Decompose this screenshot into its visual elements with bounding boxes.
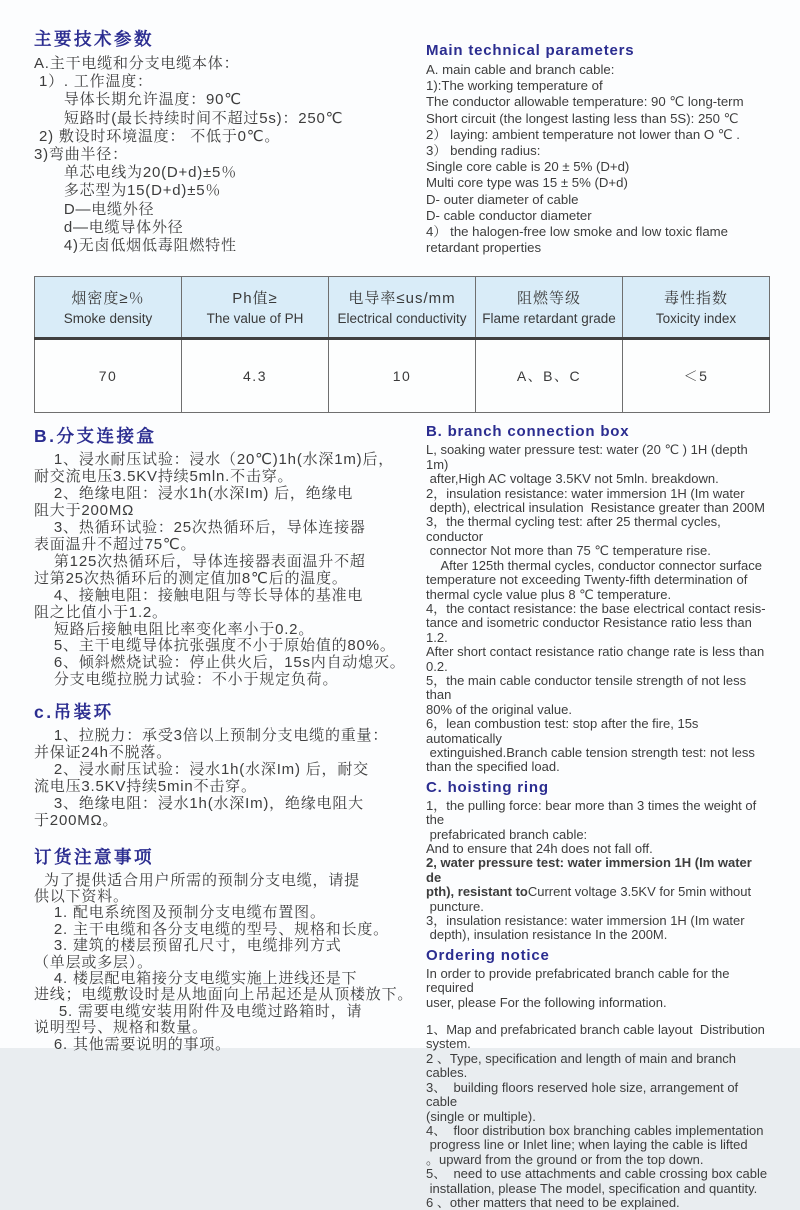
text-line: 6 、other matters that need to be explained. — [426, 1194, 680, 1210]
text-line: 2） laying: ambient temperature not lower than O ℃ . — [426, 126, 740, 142]
text-line: 5、 need to use attachments and cable crossing box cable — [426, 1166, 768, 1182]
table-header-electrical-conductivity-en: Electrical conductivity — [337, 311, 467, 327]
text-line: 5、主干电缆导体抗张强度不小于原始值的80%。 — [34, 637, 396, 655]
text-line: 5. 需要电缆安装用附件及电缆过路箱时，请 — [34, 1002, 363, 1020]
ordering-notice-en-list — [426, 1023, 770, 1210]
text-line: A. main cable and branch cable: — [426, 62, 615, 77]
lower-zh-column — [34, 423, 416, 1210]
parameters-table-header — [35, 277, 770, 339]
text-line: 1、Map and prefabricated branch cable layout Distribution system. — [426, 1022, 769, 1052]
branch-box-en-title: B. branch connection box — [426, 423, 630, 441]
text-line: 3、绝缘电阻：浸水1h(水深Im)，绝缘电阻大 — [34, 794, 364, 812]
text-line: 3、 building floors reserved hole size, arrangement of cable — [426, 1079, 742, 1110]
hoisting-ring-en-text — [426, 799, 770, 943]
parameters-table — [34, 276, 770, 413]
text-line: 4） the halogen-free low smoke and low toxic flame — [426, 224, 728, 240]
text-line: depth), insulation resistance In the 200M. — [426, 927, 668, 943]
text-line: 3)弯曲半径： — [34, 146, 128, 164]
text-line: than the specified load. — [426, 759, 560, 775]
text-line: progress line or Inlet line; when laying the cable is lifted — [426, 1137, 748, 1153]
table-header-toxicity-index — [623, 277, 770, 339]
table-header-electrical-conductivity-zh: 电导率≤us/mm — [348, 290, 456, 308]
text-line: （单层或多层）。 — [34, 953, 153, 971]
ordering-notice-en-title: Ordering notice — [426, 946, 550, 964]
text-line: 过第25次热循环后的测定值加8℃后的温度。 — [34, 569, 348, 587]
text-line: 4，the contact resistance: the base electrical contact resis- — [426, 600, 766, 616]
text-line: 4)无卤低烟低毒阻燃特性 — [34, 237, 237, 255]
text-line: d—电缆导体外径 — [34, 218, 184, 236]
text-line: 为了提供适合用户所需的预制分支电缆，请提 — [34, 871, 360, 889]
text-line: Short circuit (the longest lasting less than 5S): 250 ℃ — [426, 110, 739, 126]
text-line: 4、接触电阻：接触电阻与等长导体的基准电 — [34, 586, 364, 604]
table-header-flame-retardant-grade-en: Flame retardant grade — [482, 311, 616, 327]
text-line: 6，lean combustion test: stop after the fire, 15s automatically — [426, 716, 703, 746]
text-line: 6、倾斜燃烧试验：停止供火后，15s内自动熄灭。 — [34, 654, 406, 672]
text-line: 3） bending radius: — [426, 143, 541, 159]
table-header-row — [35, 277, 770, 339]
hoisting-ring-zh-title: c.吊装环 — [34, 702, 114, 723]
text-line: tance and isometric conductor Resistance ratio less than 1.2. — [426, 615, 756, 645]
ordering-notice-en-intro — [426, 967, 770, 1010]
text-line: 1. 配电系统图及预制分支电缆布置图。 — [34, 904, 326, 922]
text-line: 2、浸水耐压试验：浸水1h(水深Im) 后，耐交 — [34, 760, 369, 778]
table-header-ph-value — [182, 277, 329, 339]
text-line: 3，insulation resistance: water immersion 1H (Im water — [426, 913, 745, 929]
text-line: 进线；电缆敷设时是从地面向上吊起还是从顶楼放下。 — [34, 986, 414, 1004]
text-line: depth), electrical insulation Resistance greater than 200M — [426, 500, 765, 516]
branch-box-zh-text — [34, 452, 416, 689]
section-lower-columns — [34, 423, 770, 1210]
table-value-toxicity-index: ＜5 — [623, 339, 770, 413]
text-line: 短路后接触电阻比率变化率小于0.2。 — [34, 620, 315, 638]
table-header-electrical-conductivity — [329, 277, 476, 339]
text-line: extinguished.Branch cable tension strength test: not less — [426, 744, 755, 760]
table-header-smoke-density — [35, 277, 182, 339]
table-header-flame-retardant-grade-zh: 阻燃等级 — [516, 290, 581, 308]
parameters-table-body — [35, 339, 770, 413]
text-line: 说明型号、规格和数量。 — [34, 1019, 208, 1037]
text-line: Single core cable is 20 ± 5% (D+d) — [426, 159, 630, 175]
table-header-flame-retardant-grade — [476, 277, 623, 339]
text-line: 5，the main cable conductor tensile strength of not less than — [426, 672, 750, 703]
text-line: thermal cycle value plus 8 ℃ temperature. — [426, 586, 672, 602]
table-header-toxicity-index-zh: 毒性指数 — [663, 290, 728, 308]
text-line: A.主干电缆和分支电缆本体： — [34, 55, 240, 72]
main-params-en-title: Main technical parameters — [426, 42, 635, 59]
text-line: 1):The working temperature of — [426, 78, 603, 94]
text-line: 1、浸水耐压试验：浸水（20℃)1h(水深1m)后， — [34, 451, 395, 469]
text-line: 2, water pressure test: water immersion 1H (Im water de — [426, 855, 756, 885]
table-value-ph-value: 4.3 — [182, 339, 329, 413]
text-line: 80% of the original value. — [426, 701, 572, 717]
text-line: 3. 建筑的楼层预留孔尺寸，电缆排列方式 — [34, 937, 342, 955]
table-header-smoke-density-zh: 烟密度≥％ — [71, 290, 145, 308]
text-line: 4. 楼层配电箱接分支电缆实施上进线还是下 — [34, 970, 358, 987]
text-line: after,High AC voltage 3.5KV not 5mln. breakdown. — [426, 471, 719, 487]
text-line: user, please For the following information. — [426, 994, 667, 1010]
table-value-flame-retardant-grade: A、B、C — [476, 339, 623, 413]
text-line: prefabricated branch cable: — [426, 826, 588, 842]
text-line: 于200MΩ。 — [34, 811, 119, 829]
section-branch-box-zh — [34, 423, 416, 689]
section-ordering-notice-en — [426, 947, 770, 1210]
text-line: 2) 敷设时环境温度： 不低于0℃。 — [34, 127, 281, 145]
text-line: D- cable conductor diameter — [426, 207, 592, 223]
text-line: 流电压3.5KV持续5min不击穿。 — [34, 777, 257, 795]
text-line: 阻之比值小于1.2。 — [34, 603, 168, 621]
ordering-notice-zh-title: 订货注意事项 — [34, 846, 154, 867]
section-branch-box-en — [426, 423, 770, 774]
table-value-electrical-conductivity: 10 — [329, 339, 476, 413]
text-line: 耐交流电压3.5KV持续5mln.不击穿。 — [34, 468, 294, 486]
section-hoisting-ring-zh — [34, 699, 416, 829]
text-line: 多芯型为15(D+d)±5％ — [34, 182, 222, 200]
text-line: puncture. — [426, 898, 484, 914]
text-line: And to ensure that 24h does not fall off. — [426, 841, 653, 856]
text-line: 供以下资料。 — [34, 887, 129, 905]
text-line: 1、拉脱力：承受3倍以上预制分支电缆的重量： — [34, 727, 389, 745]
main-params-zh-column — [34, 26, 416, 256]
text-line: D- outer diameter of cable — [426, 191, 579, 207]
main-params-zh-text — [34, 55, 416, 255]
text-line: 4、 floor distribution box branching cables implementation — [426, 1122, 764, 1138]
hoisting-ring-zh-text — [34, 728, 416, 829]
branch-box-zh-title: B.分支连接盒 — [34, 426, 157, 447]
text-line: 表面温升不超过75℃。 — [34, 535, 197, 553]
text-line: 阻大于200MΩ — [34, 502, 135, 520]
ordering-notice-zh-text — [34, 873, 416, 1053]
text-line: The conductor allowable temperature: 90 ℃ long-term — [426, 94, 744, 110]
branch-box-en-text — [426, 443, 770, 774]
lower-en-column — [416, 423, 770, 1210]
text-line: 分支电缆拉脱力试验：不小于规定负荷。 — [34, 671, 339, 689]
text-line: In order to provide prefabricated branch cable for the required — [426, 965, 734, 996]
main-params-zh-title: 主要技术参数 — [34, 29, 154, 49]
text-line: 并保证24h不脱落。 — [34, 744, 173, 762]
main-params-en-column — [416, 26, 770, 256]
table-header-smoke-density-en: Smoke density — [63, 311, 153, 327]
section-ordering-notice-zh — [34, 844, 416, 1053]
text-line: 第125次热循环后，导体连接器表面温升不超 — [34, 552, 366, 570]
text-line: 短路时(最长持续时间不超过5s)：250℃ — [34, 109, 344, 127]
text-line: temperature not exceeding Twenty-fifth determination of — [426, 572, 748, 588]
table-value-smoke-density: 70 — [35, 339, 182, 413]
text-line: pth), resistant toCurrent voltage 3.5KV for 5min without — [426, 884, 752, 900]
text-line: 2. 主干电缆和各分支电缆的型号、规格和长度。 — [34, 920, 389, 938]
text-line: retardant properties — [426, 240, 542, 256]
text-line: connector Not more than 75 ℃ temperature rise. — [426, 543, 711, 559]
text-line: 。upward from the ground or from the top down. — [426, 1151, 704, 1167]
text-line: 单芯电线为20(D+d)±5％ — [34, 164, 237, 182]
text-line: After 125th thermal cycles, conductor connector surface — [426, 557, 762, 573]
text-line: After short contact resistance ratio change rate is less than 0.2. — [426, 644, 768, 674]
text-line: 3、热循环试验：25次热循环后，导体连接器 — [34, 519, 366, 537]
main-params-en-text — [426, 62, 770, 256]
section-main-parameters — [34, 26, 770, 256]
text-line: (single or multiple). — [426, 1108, 536, 1124]
text-line: 2、绝缘电阻：浸水1h(水深Im) 后，绝缘电 — [34, 485, 354, 503]
table-header-ph-value-zh: Ph值≥ — [232, 290, 278, 308]
hoisting-ring-en-title: C. hoisting ring — [426, 778, 549, 796]
text-line: L, soaking water pressure test: water (20 ℃ ) 1H (depth 1m) — [426, 442, 752, 472]
text-line: Multi core type was 15 ± 5% (D+d) — [426, 175, 628, 191]
table-value-row — [35, 339, 770, 413]
text-line: D—电缆外径 — [34, 200, 155, 218]
table-header-ph-value-en: The value of PH — [206, 311, 304, 327]
text-line: 1）. 工作温度： — [34, 73, 153, 91]
text-line: installation, please The model, specification and quantity. — [426, 1180, 758, 1196]
text-line: 2，insulation resistance: water immersion 1H (Im water — [426, 485, 745, 501]
text-line: 6. 其他需要说明的事项。 — [34, 1035, 231, 1053]
text-line: 3，the thermal cycling test: after 25 thermal cycles, conductor — [426, 514, 725, 544]
text-line: 2 、Type, specification and length of main and branch cables. — [426, 1050, 740, 1081]
text-line: 导体长期允许温度：90℃ — [34, 91, 242, 109]
text-line: 1，the pulling force: bear more than 3 times the weight of the — [426, 797, 760, 828]
table-header-toxicity-index-en: Toxicity index — [655, 311, 737, 327]
section-hoisting-ring-en — [426, 779, 770, 943]
